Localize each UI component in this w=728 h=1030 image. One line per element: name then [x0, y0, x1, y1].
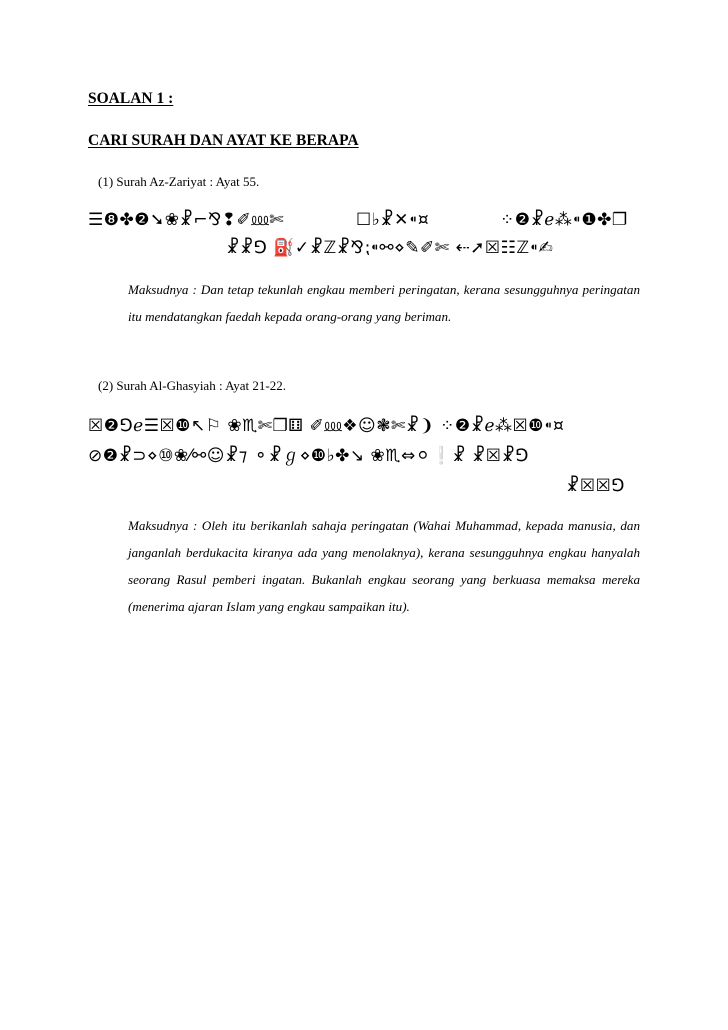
meaning-1: Maksudnya : Dan tetap tekunlah engkau memberi peringatan, kerana sesungguhnya peringatan itu mendatangkan faedah kepada orang-orang yang beriman. [128, 282, 640, 324]
arabic-verse-1-line-1a: ☰❽✤❷➘❀☧⌐⅋❢✐⅏✄ [88, 210, 285, 230]
arabic-verse-1-line-1c: ⁘❷☧ℯ⁂⁌❶✤❐ [500, 210, 628, 230]
section-subtitle: CARI SURAH DAN AYAT KE BERAPA [88, 132, 359, 149]
meaning-2: Maksudnya : Oleh itu berikanlah sahaja peringatan (Wahai Muhammad, kepada manusia, dan janganlah berdukacita kiranya ada yang menolaknya), kerana sesungguhnya engkau hanyalah seorang Rasul pemberi ingatan. Bukanlah engkau seorang yang berkuasa memaksa mereka (menerima ajaran Islam yang engkau sampaikan itu). [128, 518, 640, 614]
question-2-label: (2) Surah Al-Ghasyiah : Ayat 21-22. [98, 378, 286, 393]
page-title: SOALAN 1 : [88, 90, 174, 107]
arabic-verse-1-line-2: ☧☧⅁ ⛽✓☧ℤ☧⅋⁏⁌⚯⋄✎✐✄ ⇠➚☒☷ℤ⁌✍ [226, 238, 554, 258]
arabic-verse-2-line-2: ⊘❷☧⊃⋄⑩❀⁄⚯☺☧⁊ ⚬☧ℊ⋄❿♭✤↘ ❀♏⇔⚪❕☧ ☧☒☧⅁ [88, 446, 529, 466]
question-1-label: (1) Surah Az-Zariyat : Ayat 55. [98, 174, 260, 189]
arabic-verse-2-line-1: ☒❷⅁ℯ☰☒❿↖⚐ ❀♏✄❐⚅ ✐⅏❖☺❃✄☧❩ ⁘❷☧ℯ⁂☒❿⁌¤ [88, 416, 565, 436]
arabic-verse-2-line-3: ☧☒☒⅁ [566, 476, 625, 496]
arabic-verse-1-line-1b: ☐♭☧✕⁌¤ [356, 210, 430, 230]
